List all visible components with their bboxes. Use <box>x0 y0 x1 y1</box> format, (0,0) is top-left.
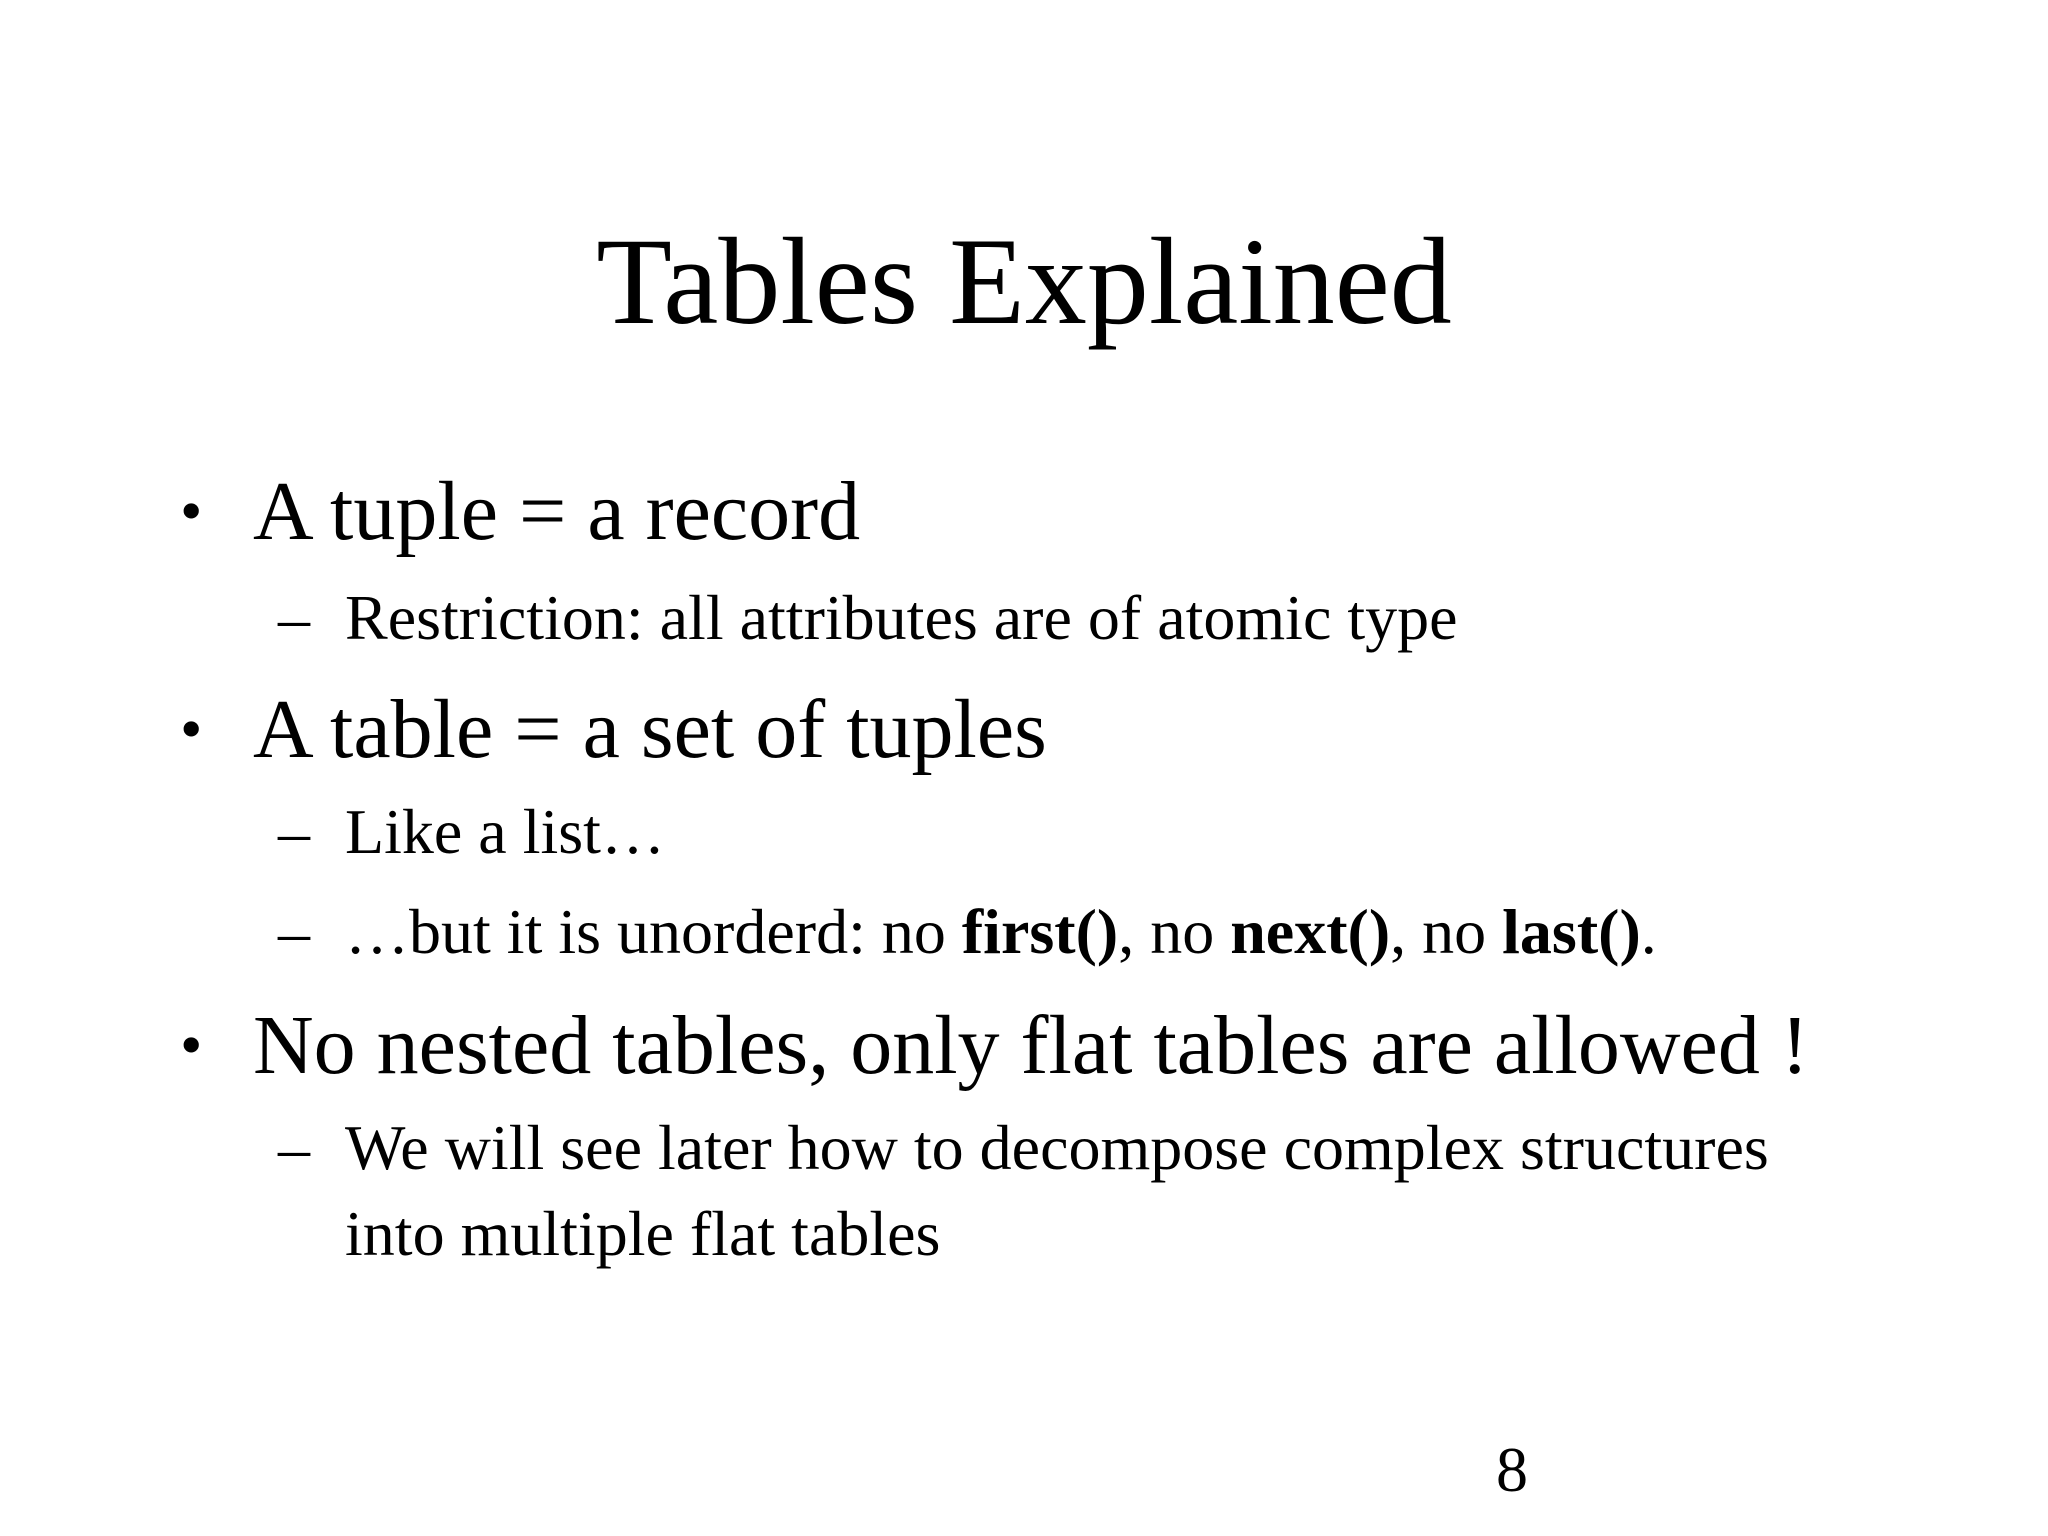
dash-marker: – <box>278 796 310 867</box>
separator: , no <box>1390 896 1503 967</box>
next-function: next() <box>1230 896 1391 967</box>
bullet-marker: • <box>180 475 203 546</box>
unordered-lead: …but it is unorderd: no <box>345 896 962 967</box>
bullet-marker: • <box>180 1009 203 1080</box>
sub-bullet-3-1: We will see later how to decompose complex structures <box>345 1112 1769 1183</box>
page-number: 8 <box>1496 1434 1528 1505</box>
sub-bullet-3-1-continuation: into multiple flat tables <box>345 1198 941 1269</box>
sub-bullet-2-1: Like a list… <box>345 796 665 867</box>
slide-title: Tables Explained <box>596 213 1452 350</box>
bullet-3: No nested tables, only flat tables are allowed ! <box>253 999 1809 1092</box>
dash-marker: – <box>278 1112 310 1183</box>
dash-marker: – <box>278 582 310 653</box>
separator: , no <box>1118 896 1231 967</box>
sub-bullet-1-1: Restriction: all attributes are of atomic type <box>345 582 1458 653</box>
last-function: last() <box>1502 896 1641 967</box>
first-function: first() <box>961 896 1119 967</box>
sub-bullet-2-2 <box>345 890 1657 974</box>
dash-marker: – <box>278 896 310 967</box>
bullet-1: A tuple = a record <box>253 465 861 558</box>
bullet-2: A table = a set of tuples <box>253 683 1047 776</box>
bullet-marker: • <box>180 693 203 764</box>
period: . <box>1640 896 1657 967</box>
